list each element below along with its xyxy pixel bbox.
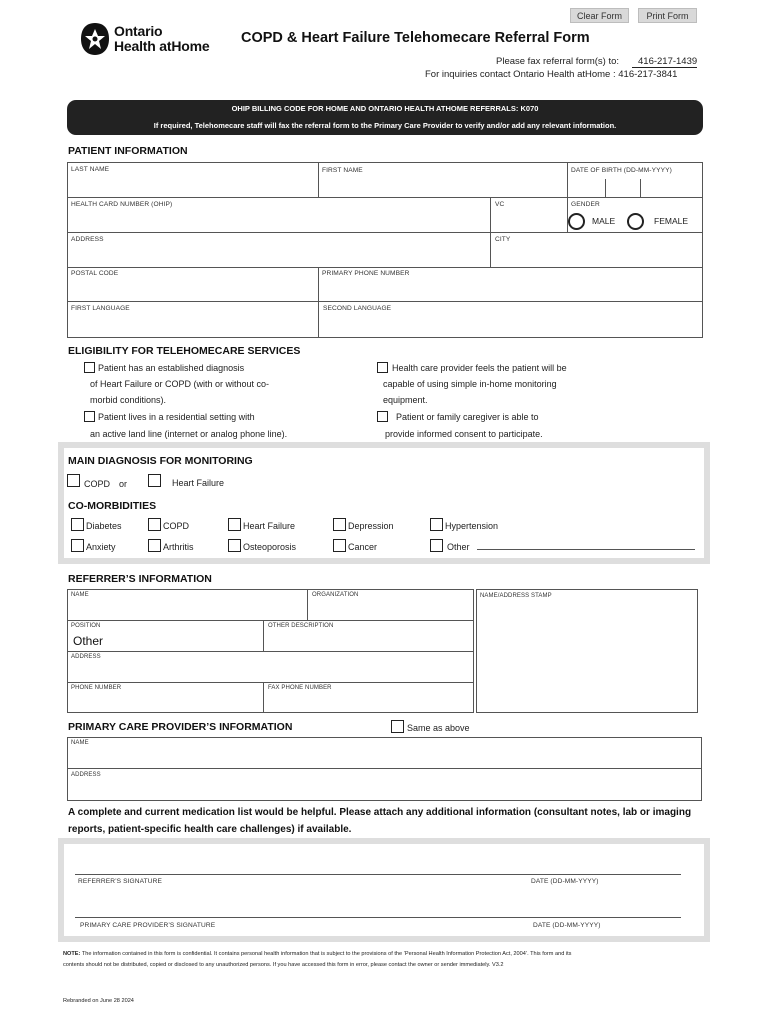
postal-code-input[interactable] — [70, 279, 315, 299]
comorbidities-heading: CO-MORBIDITIES — [68, 500, 157, 512]
stamp-label: NAME/ADDRESS STAMP — [480, 593, 552, 599]
referrer-phone-input[interactable] — [70, 694, 260, 711]
address-label: ADDRESS — [71, 236, 104, 243]
first-language-label: FIRST LANGUAGE — [71, 305, 130, 312]
same-as-above-label: Same as above — [407, 723, 470, 733]
dob-label: DATE OF BIRTH (DD-MM-YYYY) — [571, 167, 672, 174]
referrer-org-input[interactable] — [310, 601, 472, 618]
pcp-date-label: DATE (DD-MM-YYYY) — [533, 922, 601, 929]
address-input[interactable] — [70, 245, 488, 265]
comorb-heart-failure-label: Heart Failure — [243, 521, 296, 531]
referrer-address-label: ADDRESS — [71, 654, 101, 660]
print-form-button[interactable]: Print Form — [638, 8, 697, 23]
comorb-hypertension-checkbox[interactable] — [430, 518, 443, 531]
referrer-signature-input[interactable] — [75, 856, 505, 873]
dob-input[interactable] — [569, 178, 701, 196]
referrer-fax-label: FAX PHONE NUMBER — [268, 685, 332, 691]
postal-code-label: POSTAL CODE — [71, 270, 119, 277]
referrer-org-label: ORGANIZATION — [312, 592, 359, 598]
referrer-date-input[interactable] — [530, 856, 680, 873]
pcp-name-input[interactable] — [70, 749, 700, 766]
referrer-name-label: NAME — [71, 592, 89, 598]
logo-line-2: Health atHome — [114, 38, 210, 54]
pcp-address-input[interactable] — [70, 781, 700, 799]
comorb-diabetes-label: Diabetes — [86, 521, 122, 531]
pcp-signature-label: PRIMARY CARE PROVIDER’S SIGNATURE — [80, 922, 216, 929]
stamp-box — [476, 589, 698, 713]
referrer-address-input[interactable] — [70, 663, 472, 680]
copd-label: COPD — [84, 479, 111, 489]
note-label: NOTE: — [63, 951, 81, 957]
second-language-label: SECOND LANGUAGE — [323, 305, 392, 312]
female-label: FEMALE — [654, 216, 689, 226]
male-radio[interactable] — [568, 213, 585, 230]
logo-line-1: Ontario — [114, 23, 163, 39]
medication-note-line1: A complete and current medication list would be helpful. Please attach any additional information (consultant notes, lab or imaging — [68, 807, 692, 818]
heart-failure-label: Heart Failure — [172, 478, 225, 488]
rebranded-date: Rebranded on June 28 2024 — [63, 998, 134, 1004]
ontario-trillium-logo-icon — [80, 22, 110, 56]
medication-note-line2: reports, patient-specific health care challenges) if available. — [68, 824, 352, 835]
eligibility-capable-line3: equipment. — [383, 395, 428, 405]
eligibility-diagnosis-line1: Patient has an established diagnosis — [98, 363, 245, 373]
eligibility-capable-line1: Health care provider feels the patient will be — [392, 363, 567, 373]
comorb-anxiety-label: Anxiety — [86, 542, 116, 552]
eligibility-diagnosis-line2: of Heart Failure or COPD (with or without co- — [90, 379, 270, 389]
comorb-heart-failure-checkbox[interactable] — [228, 518, 241, 531]
comorb-arthritis-label: Arthritis — [163, 542, 194, 552]
eligibility-diagnosis-checkbox[interactable] — [84, 362, 95, 373]
eligibility-capable-line2: capable of using simple in-home monitoring — [383, 379, 557, 389]
second-language-input[interactable] — [321, 314, 701, 336]
fax-label: Please fax referral form(s) to: — [496, 56, 620, 67]
eligibility-heading: ELIGIBILITY FOR TELEHOMECARE SERVICES — [68, 345, 301, 357]
eligibility-residence-checkbox[interactable] — [84, 411, 95, 422]
comorb-other-label: Other — [447, 542, 470, 552]
city-input[interactable] — [493, 245, 701, 265]
comorb-other-checkbox[interactable] — [430, 539, 443, 552]
confidentiality-note-line1 — [63, 951, 571, 957]
referrer-heading: REFERRER’S INFORMATION — [68, 573, 212, 585]
referrer-position-label: POSITION — [71, 623, 101, 629]
other-description-input[interactable] — [266, 632, 472, 649]
billing-banner — [67, 100, 703, 135]
page-title: COPD & Heart Failure Telehomecare Referral Form — [241, 30, 590, 46]
pcp-heading: PRIMARY CARE PROVIDER’S INFORMATION — [68, 721, 293, 733]
or-label: or — [119, 479, 128, 489]
clear-form-button[interactable]: Clear Form — [570, 8, 629, 23]
comorb-osteoporosis-checkbox[interactable] — [228, 539, 241, 552]
pcp-date-input[interactable] — [530, 899, 680, 916]
referrer-name-input[interactable] — [70, 601, 304, 618]
eligibility-consent-checkbox[interactable] — [377, 411, 388, 422]
comorb-depression-label: Depression — [348, 521, 394, 531]
comorb-diabetes-checkbox[interactable] — [71, 518, 84, 531]
female-radio[interactable] — [627, 213, 644, 230]
city-label: CITY — [495, 236, 511, 243]
comorb-cancer-checkbox[interactable] — [333, 539, 346, 552]
health-card-label: HEALTH CARD NUMBER (OHIP) — [71, 201, 173, 208]
referrer-date-label: DATE (DD-MM-YYYY) — [531, 878, 599, 885]
vc-label: VC — [495, 201, 505, 208]
heart-failure-checkbox[interactable] — [148, 474, 161, 487]
comorb-copd-label: COPD — [163, 521, 190, 531]
note-text-1: The information contained in this form is confidential. It contains personal health information that is subject to the provisions of the ‘Personal Health Information Protection Act, 2004’. This form and its — [81, 951, 572, 957]
inquiries-text: For inquiries contact Ontario Health atHome : 416-217-3841 — [425, 69, 678, 80]
note-text-2: contents should not be distributed, copied or disclosed to any unauthorized persons. If you have accessed this form in error, please contact the owner or sender immediately. V3.2 — [63, 962, 504, 968]
first-name-label: FIRST NAME — [322, 167, 363, 174]
referrer-signature-label: REFERRER’S SIGNATURE — [78, 878, 162, 885]
pcp-signature-input[interactable] — [75, 899, 505, 916]
eligibility-residence-line2: an active land line (internet or analog phone line). — [90, 429, 288, 439]
referrer-phone-label: PHONE NUMBER — [71, 685, 122, 691]
fax-number: 416-217-1439 — [632, 56, 697, 68]
gender-label: GENDER — [571, 201, 600, 208]
comorb-hypertension-label: Hypertension — [445, 521, 499, 531]
vc-input[interactable] — [493, 210, 563, 230]
comorb-osteoporosis-label: Osteoporosis — [243, 542, 297, 552]
male-label: MALE — [592, 216, 616, 226]
main-diagnosis-heading: MAIN DIAGNOSIS FOR MONITORING — [68, 455, 253, 467]
comorb-other-input[interactable] — [477, 549, 695, 550]
eligibility-capable-checkbox[interactable] — [377, 362, 388, 373]
patient-info-heading: PATIENT INFORMATION — [68, 145, 188, 157]
eligibility-consent-line2: provide informed consent to participate. — [385, 429, 543, 439]
banner-line-1: OHIP BILLING CODE FOR HOME AND ONTARIO HEALTH ATHOME REFERRALS: K070 — [231, 104, 539, 113]
eligibility-consent-line1: Patient or family caregiver is able to — [396, 412, 539, 422]
comorb-anxiety-checkbox[interactable] — [71, 539, 84, 552]
copd-checkbox[interactable] — [67, 474, 80, 487]
phone-input[interactable] — [321, 279, 701, 299]
other-description-label: OTHER DESCRIPTION — [268, 623, 334, 629]
banner-line-2: If required, Telehomecare staff will fax the referral form to the Primary Care Provider to verify and/or add any relevant information. — [153, 121, 617, 130]
health-card-input[interactable] — [70, 210, 488, 230]
comorb-cancer-label: Cancer — [348, 542, 378, 552]
last-name-label: LAST NAME — [71, 166, 110, 173]
first-language-input[interactable] — [70, 314, 315, 336]
pcp-name-label: NAME — [71, 740, 89, 746]
referrer-fax-input[interactable] — [266, 694, 472, 711]
eligibility-diagnosis-line3: morbid conditions). — [90, 395, 167, 405]
comorb-arthritis-checkbox[interactable] — [148, 539, 161, 552]
eligibility-residence-line1: Patient lives in a residential setting with — [98, 412, 255, 422]
same-as-above-checkbox[interactable] — [391, 720, 404, 733]
comorb-copd-checkbox[interactable] — [148, 518, 161, 531]
last-name-input[interactable] — [70, 175, 315, 195]
first-name-input[interactable] — [321, 176, 564, 195]
pcp-address-label: ADDRESS — [71, 772, 101, 778]
referrer-position-select[interactable]: Other — [73, 634, 104, 648]
phone-label: PRIMARY PHONE NUMBER — [322, 270, 410, 277]
comorb-depression-checkbox[interactable] — [333, 518, 346, 531]
